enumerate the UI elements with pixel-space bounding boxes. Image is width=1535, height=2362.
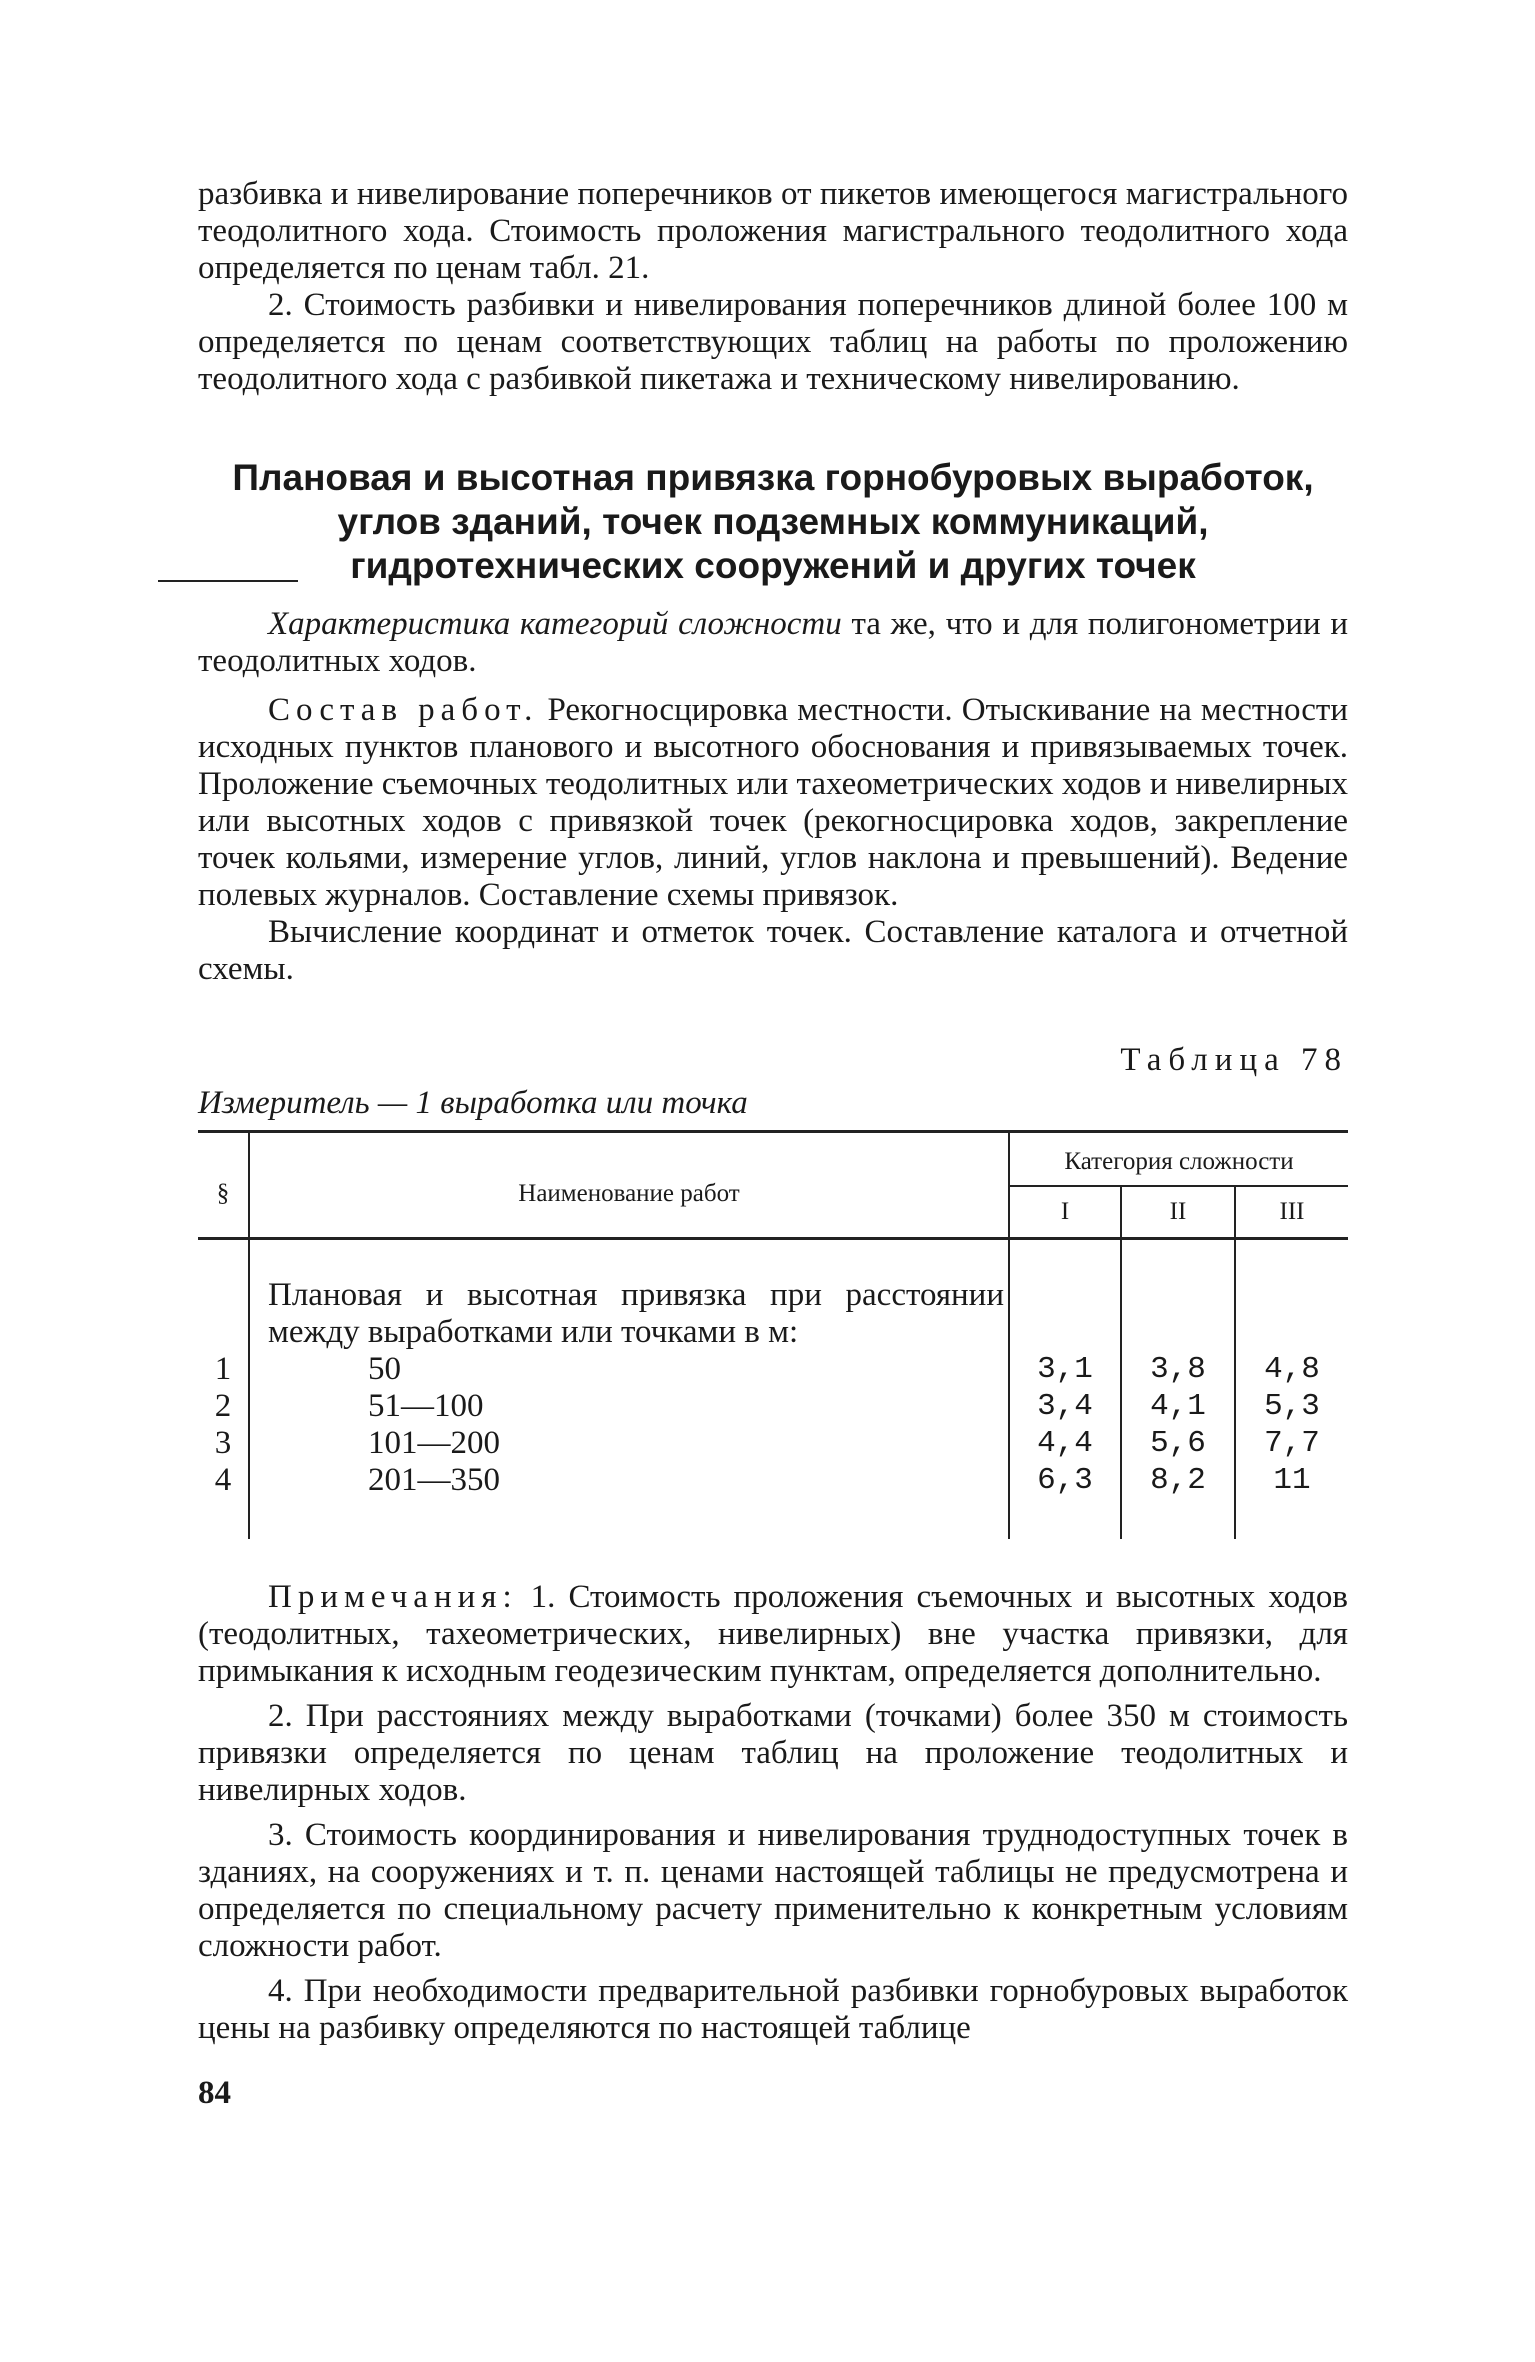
col-cat-2: II [1121, 1186, 1235, 1239]
section-heading: Плановая и высотная привязка горнобуровых выработок, углов зданий, точек подземных коммуникаций, гидротехнических сооружений и других точек [232, 457, 1314, 586]
note-4: 4. При необходимости предварительной разбивки горнобуровых выработок цены на разбивку определяются по настоящей таблице [198, 1973, 1348, 2046]
page [198, 176, 1348, 2112]
intro-paragraph-2: 2. Стоимость разбивки и нивелирования поперечников длиной более 100 м определяется по ценам соответствующих таблиц на работы по проложению теодолитного хода с разбивкой пикетажа и техническому нивелированию. [198, 287, 1348, 397]
row-2-cat-1: 3,4 [1037, 1389, 1093, 1424]
row-4-cat-2: 8,2 [1150, 1463, 1206, 1498]
notes [198, 1579, 1348, 2047]
row-1-index: 1 [214, 1351, 232, 1387]
row-4-index: 4 [214, 1462, 232, 1498]
page-number: 84 [198, 2075, 231, 2111]
row-2-distance: 51—100 [368, 1388, 484, 1424]
row-1-cat-2: 3,8 [1150, 1352, 1206, 1387]
row-2-cat-3: 5,3 [1264, 1389, 1320, 1424]
work-column [249, 1239, 1009, 1540]
row-2-index: 2 [214, 1388, 232, 1424]
note-2: 2. При расстояниях между выработками (точками) более 350 м стоимость привязки определяется по ценам таблиц на проложение теодолитных и нивелирных ходов. [198, 1698, 1348, 1808]
cat-3-column [1235, 1239, 1348, 1540]
row-4-cat-1: 6,3 [1037, 1463, 1093, 1498]
note-1 [198, 1579, 1348, 1690]
intro-paragraph-1: разбивка и нивелирование поперечников от пикетов имеющегося магистрального теодолитного хода. Стоимость проложения магистрального теодолитного хода определяется по ценам табл. 21. [198, 176, 1348, 286]
table-measure: Измеритель — 1 выработка или точка [198, 1085, 748, 1121]
row-3-distance: 101—200 [368, 1425, 500, 1461]
composition-paragraph-2: Вычисление координат и отметок точек. Составление каталога и отчетной схемы. [198, 914, 1348, 987]
notes-label: Примечания: [268, 1579, 518, 1615]
col-section: § [198, 1132, 249, 1239]
row-3-cat-2: 5,6 [1150, 1426, 1206, 1461]
row-1-cat-1: 3,1 [1037, 1352, 1093, 1387]
row-2-cat-2: 4,1 [1150, 1389, 1206, 1424]
complexity-label: Характеристика категорий сложности [268, 606, 842, 642]
composition-label: Состав работ. [268, 692, 539, 728]
row-4-distance: 201—350 [368, 1462, 500, 1498]
row-3-index: 3 [214, 1425, 232, 1461]
composition-paragraph [198, 692, 1348, 914]
composition-text: Рекогносцировка местности. Отыскивание на местности исходных пунктов планового и высотного обоснования и привязываемых точек. Проложение съемочных теодолитных или тахеометрических ходов и нивелирных или высотных ходов с привязкой точек (рекогносцировка ходов, закрепление точек кольями, измерение углов, линий, углов наклона и превышений). Ведение полевых журналов. Составление схемы привязок. [198, 692, 1348, 913]
complexity-paragraph [198, 606, 1348, 680]
work-intro: Плановая и высотная привязка при расстоянии между выработками или точками в м: [268, 1277, 1004, 1350]
col-work: Наименование работ [249, 1132, 1009, 1239]
heading-rule [158, 580, 298, 582]
row-1-cat-3: 4,8 [1264, 1352, 1320, 1387]
complexity-text: та же, что и для полигонометрии и теодолитных ходов. [198, 606, 1348, 679]
cat-1-column [1009, 1239, 1121, 1540]
idx-column [198, 1239, 249, 1540]
table-caption: Таблица 78 [1120, 1042, 1348, 1078]
col-category: Категория сложности [1009, 1132, 1348, 1187]
row-1-distance: 50 [368, 1351, 401, 1387]
row-3-cat-1: 4,4 [1037, 1426, 1093, 1461]
price-table [198, 1130, 1348, 1539]
row-4-cat-3: 11 [1273, 1463, 1311, 1498]
col-cat-1: I [1009, 1186, 1121, 1239]
row-3-cat-3: 7,7 [1264, 1426, 1320, 1461]
note-3: 3. Стоимость координирования и нивелирования труднодоступных точек в зданиях, на сооружениях и т. п. ценами настоящей таблицы не предусмотрена и определяется по специальному расчету применительно к конкретным условиям сложности работ. [198, 1817, 1348, 1964]
col-cat-3: III [1235, 1186, 1348, 1239]
note-1-text: 1. Стоимость проложения съемочных и высотных ходов (теодолитных, тахеометрических, нивелирных) вне участка привязки, для примыкания к исходным геодезическим пунктам, определяется дополнительно. [198, 1579, 1348, 1689]
cat-2-column [1121, 1239, 1235, 1540]
